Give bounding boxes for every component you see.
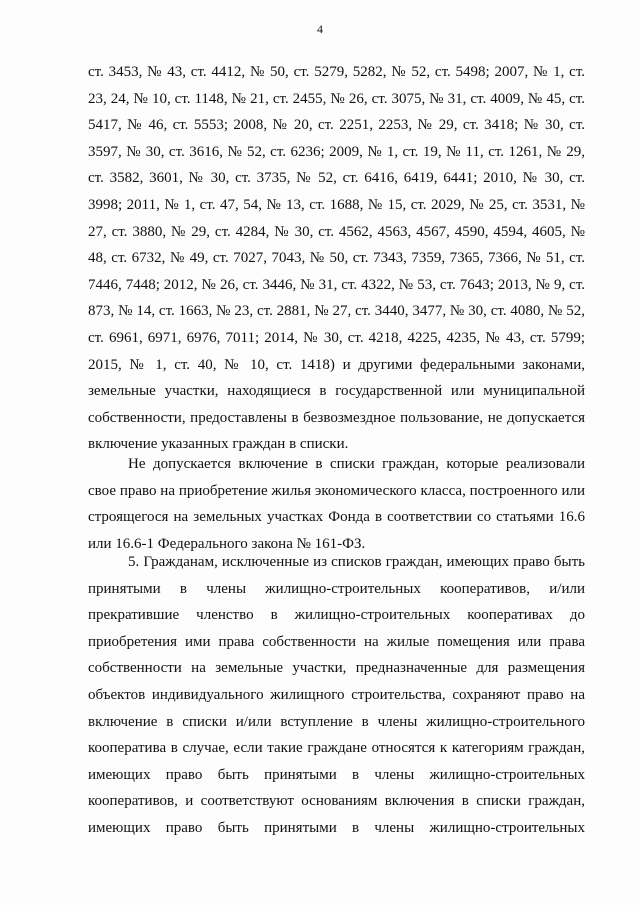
text-line: 5. Гражданам, исключенные из списков граждан, имеющих право быть <box>128 554 585 570</box>
text-line: строящегося на земельных участках Фонда в соответствии со статьями 16.6 <box>88 509 585 526</box>
text-line: имеющих право быть принятыми в члены жилищно-строительных <box>88 766 585 783</box>
text-line: 7446, 7448; 2012, № 26, ст. 3446, № 31, ст. 4322, № 53, ст. 7643; 2013, № 9, ст. <box>88 276 585 293</box>
text-line: ст. 3453, № 43, ст. 4412, № 50, ст. 5279, 5282, № 52, ст. 5498; 2007, № 1, ст. <box>88 64 585 80</box>
text-line: Не допускается включение в списки граждан, которые реализовали <box>128 456 585 472</box>
text-line: включение указанных граждан в списки. <box>88 436 349 453</box>
text-line: объектов индивидуального жилищного строительства, сохраняют право на <box>88 686 585 703</box>
text-line: 3998; 2011, № 1, ст. 47, 54, № 13, ст. 1688, № 15, ст. 2029, № 25, ст. 3531, № <box>88 196 585 213</box>
paragraph-1 <box>88 59 585 458</box>
text-line: имеющих право быть принятыми в члены жилищно-строительных <box>88 819 585 836</box>
text-line: ст. 6961, 6971, 6976, 7011; 2014, № 30, ст. 4218, 4225, 4235, № 43, ст. 5799; <box>88 329 585 346</box>
text-line: принятыми в члены жилищно-строительных кооперативов, и/или <box>88 580 585 597</box>
text-line: свое право на приобретение жилья экономического класса, построенного или <box>88 482 585 499</box>
text-line: 2015, № 1, ст. 40, № 10, ст. 1418) и другими федеральными законами, <box>88 356 585 373</box>
text-line: 3597, № 30, ст. 3616, № 52, ст. 6236; 2009, № 1, ст. 19, № 11, ст. 1261, № 29, <box>88 143 585 160</box>
text-line: 5417, № 46, ст. 5553; 2008, № 20, ст. 2251, 2253, № 29, ст. 3418; № 30, ст. <box>88 117 585 134</box>
paragraph-3 <box>88 549 585 842</box>
text-line: приобретения ими права собственности на жилые помещения или права <box>88 633 585 650</box>
page-number: 4 <box>317 22 323 36</box>
text-line: включение в списки и/или вступление в члены жилищно-строительного <box>88 713 585 730</box>
text-line: 27, ст. 3880, № 29, ст. 4284, № 30, ст. 4562, 4563, 4567, 4590, 4594, 4605, № <box>88 223 585 240</box>
text-line: ст. 3582, 3601, № 30, ст. 3735, № 52, ст. 6416, 6419, 6441; 2010, № 30, ст. <box>88 170 585 187</box>
text-line: собственности, предоставлены в безвозмездное пользование, не допускается <box>88 409 585 426</box>
text-line: 873, № 14, ст. 1663, № 23, ст. 2881, № 27, ст. 3440, 3477, № 30, ст. 4080, № 52, <box>88 303 585 320</box>
text-line: земельные участки, находящиеся в государственной или муниципальной <box>88 383 585 400</box>
text-line: кооператива в случае, если такие граждане относятся к категориям граждан, <box>88 740 585 757</box>
text-line: кооперативов, и соответствуют основаниям включения в списки граждан, <box>88 793 585 810</box>
text-line: 48, ст. 6732, № 49, ст. 7027, 7043, № 50, ст. 7343, 7359, 7365, 7366, № 51, ст. <box>88 250 585 267</box>
text-line: собственности на земельные участки, предназначенные для размещения <box>88 660 585 677</box>
text-line: 23, 24, № 10, ст. 1148, № 21, ст. 2455, № 26, ст. 3075, № 31, ст. 4009, № 45, ст. <box>88 90 585 107</box>
text-line: или 16.6-1 Федерального закона № 161-ФЗ. <box>88 535 366 552</box>
paragraph-2 <box>88 451 585 557</box>
text-line: прекратившие членство в жилищно-строительных кооперативах до <box>88 607 585 624</box>
